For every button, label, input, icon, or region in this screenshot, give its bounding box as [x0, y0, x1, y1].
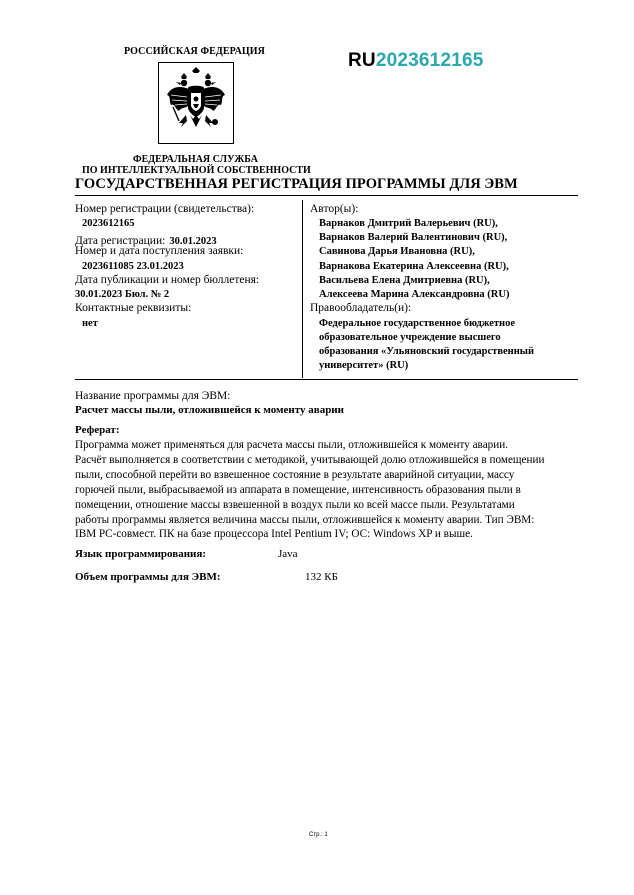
- program-size-value: 132 КБ: [305, 571, 338, 583]
- author-item: Варнаков Дмитрий Валерьевич (RU),: [319, 218, 498, 229]
- abstract-label: Реферат:: [75, 424, 120, 436]
- document-number: [348, 50, 484, 72]
- rightholder-line: Федеральное государственное бюджетное: [319, 318, 516, 329]
- author-item: Варнакова Екатерина Алексеевна (RU),: [319, 261, 509, 272]
- author-item: Алексеева Марина Александровна (RU): [319, 289, 510, 300]
- abstract-line: Расчёт выполняется в соответствии с методикой, учитывающей долю отложившейся в помещении: [75, 453, 545, 466]
- application-label: Номер и дата поступления заявки:: [75, 245, 244, 257]
- registration-number-label: Номер регистрации (свидетельства):: [75, 203, 255, 215]
- document-number-digits: 2023612165: [375, 50, 484, 71]
- agency-name-line1: ФЕДЕРАЛЬНАЯ СЛУЖБА: [133, 154, 258, 165]
- rightholder-line: образовательное учреждение высшего: [319, 332, 501, 343]
- programming-language-label: Язык программирования:: [75, 548, 207, 560]
- author-item: Васильева Елена Дмитриевна (RU),: [319, 275, 490, 286]
- contact-label: Контактные реквизиты:: [75, 302, 192, 314]
- publication-value: 30.01.2023 Бюл. № 2: [75, 289, 170, 300]
- author-item: Варнаков Валерий Валентинович (RU),: [319, 232, 508, 243]
- agency-name-line2: ПО ИНТЕЛЛЕКТУАЛЬНОЙ СОБСТВЕННОСТИ: [82, 165, 311, 176]
- country-name: РОССИЙСКАЯ ФЕДЕРАЦИЯ: [124, 46, 266, 57]
- section-divider: [75, 379, 578, 380]
- abstract-line: пыли, способной перейти во взвешенное состояние в результате аварийной ситуации, массу: [75, 468, 515, 481]
- authors-label: Автор(ы):: [310, 203, 359, 215]
- coat-of-arms-emblem: [158, 62, 234, 144]
- application-value: 2023611085 23.01.2023: [82, 261, 184, 272]
- abstract-line: помещении, отношение массы взвешенной в воздух пыли ко всей массе пыли. Результатами: [75, 498, 515, 511]
- rightholder-line: университет» (RU): [319, 360, 409, 371]
- contact-value: нет: [82, 318, 98, 329]
- document-prefix: RU: [348, 50, 376, 71]
- publication-label: Дата публикации и номер бюллетеня:: [75, 274, 260, 286]
- program-name-label: Название программы для ЭВМ:: [75, 390, 231, 402]
- rightholder-label: Правообладатель(и):: [310, 302, 412, 314]
- document-title: ГОСУДАРСТВЕННАЯ РЕГИСТРАЦИЯ ПРОГРАММЫ ДЛЯ ЭВМ: [75, 176, 518, 192]
- registration-date-value: 30.01.2023: [169, 236, 217, 247]
- abstract-line: работы программы является величина массы пыли, отложившейся к моменту аварии. Тип ЭВМ:: [75, 513, 535, 526]
- registration-number-value: 2023612165: [82, 218, 135, 229]
- author-item: Савинова Дарья Ивановна (RU),: [319, 246, 475, 257]
- program-size-label: Объем программы для ЭВМ:: [75, 571, 221, 583]
- abstract-line: горючей пыли, выбрасываемой из аппарата в помещение, интенсивность образования пыли в: [75, 483, 521, 496]
- title-divider: [75, 195, 578, 196]
- page-number: Стр.: 1: [309, 832, 328, 838]
- abstract-text: [75, 438, 580, 542]
- column-divider: [302, 200, 303, 378]
- rightholder-line: образования «Ульяновский государственный: [319, 346, 534, 357]
- programming-language-value: Java: [278, 548, 298, 560]
- double-headed-eagle-icon: [159, 63, 233, 143]
- abstract-line: IBM PC-совмест. ПК на базе процессора Intel Pentium IV; ОС: Windows XP и выше.: [75, 528, 473, 541]
- registration-date-label: Дата регистрации:: [75, 235, 166, 247]
- program-name-value: Расчет массы пыли, отложившейся к моменту аварии: [75, 404, 344, 416]
- abstract-line: Программа может применяться для расчета массы пыли, отложившейся к моменту аварии.: [75, 439, 509, 451]
